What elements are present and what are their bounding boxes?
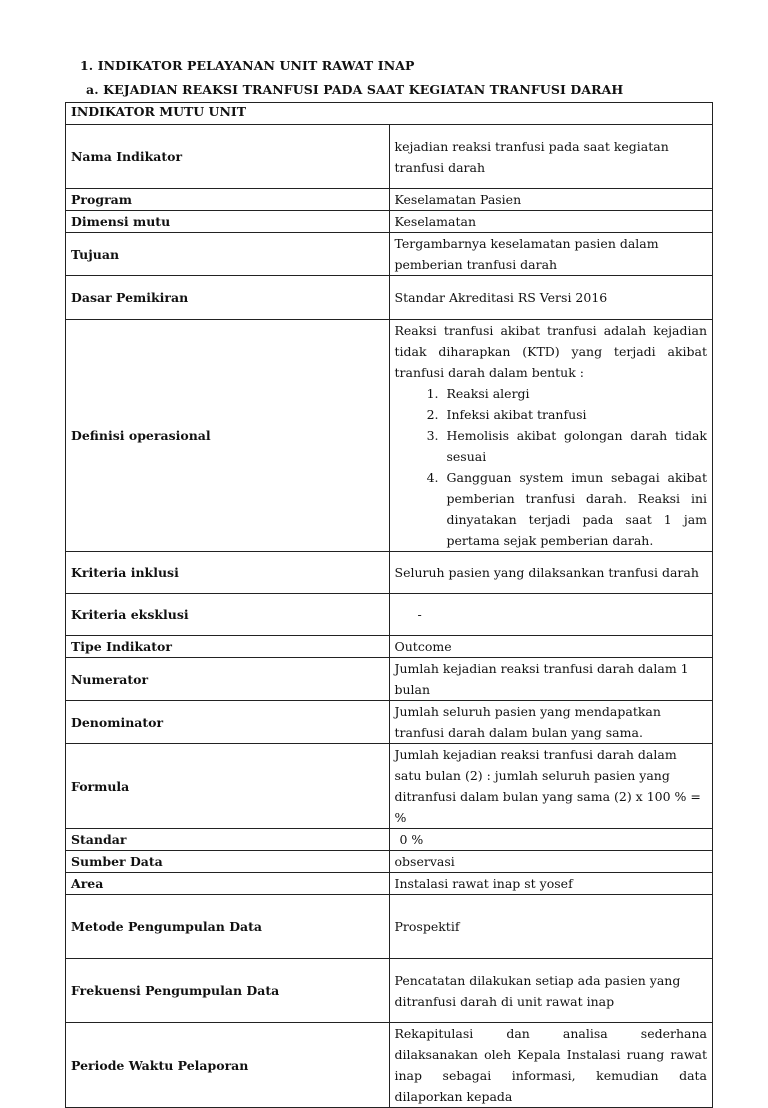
list-item: 3. Hemolisis akibat golongan darah tidak sesuai [443,425,708,467]
table-row [66,211,713,233]
table-row [66,744,713,829]
definition-list [395,383,708,551]
table-row [66,701,713,744]
row-label: Formula [66,744,390,829]
row-label: Program [66,189,390,211]
table-row [66,829,713,851]
row-value: Keselamatan Pasien [389,189,713,211]
row-label: Definisi operasional [66,320,390,552]
row-label: Kriteria inklusi [66,552,390,594]
row-value: Jumlah kejadian reaksi tranfusi darah dalam satu bulan (2) : jumlah seluruh pasien yang ditranfusi dalam bulan yang sama (2) x 100 % = % [389,744,713,829]
row-label: Numerator [66,658,390,701]
row-value: kejadian reaksi tranfusi pada saat kegiatan tranfusi darah [389,125,713,189]
table-row [66,851,713,873]
row-label: Area [66,873,390,895]
subsection-heading: a. KEJADIAN REAKSI TRANFUSI PADA SAAT KEGIATAN TRANFUSI DARAH [86,82,624,97]
table-row [66,658,713,701]
definition-intro: Reaksi tranfusi akibat tranfusi adalah kejadian tidak diharapkan (KTD) yang terjadi akibat tranfusi darah dalam bentuk : [394,323,707,380]
row-value: Standar Akreditasi RS Versi 2016 [389,276,713,320]
table-row [66,594,713,636]
row-value: Seluruh pasien yang dilaksankan tranfusi darah [389,552,713,594]
list-item: 4. Gangguan system imun sebagai akibat pemberian tranfusi darah. Reaksi ini dinyatakan terjadi pada saat 1 jam pertama sejak pemberian darah. [443,467,708,551]
row-label: Dimensi mutu [66,211,390,233]
row-value: Outcome [389,636,713,658]
row-value: observasi [389,851,713,873]
row-value: Tergambarnya keselamatan pasien dalam pemberian tranfusi darah [389,233,713,276]
row-label: Metode Pengumpulan Data [66,895,390,959]
row-label: Tujuan [66,233,390,276]
row-label: Periode Waktu Pelaporan [66,1023,390,1108]
row-label: Sumber Data [66,851,390,873]
table-row [66,276,713,320]
row-value-text: - [417,607,422,622]
table-row [66,873,713,895]
row-label: Kriteria eksklusi [66,594,390,636]
row-value: Prospektif [389,895,713,959]
section-heading: 1. INDIKATOR PELAYANAN UNIT RAWAT INAP [80,58,415,73]
table-row [66,636,713,658]
list-item: 2. Infeksi akibat tranfusi [443,404,708,425]
row-value: Pencatatan dilakukan setiap ada pasien yang ditranfusi darah di unit rawat inap [389,959,713,1023]
definition-cell [389,320,713,552]
indicator-table [65,102,713,1108]
table-row [66,959,713,1023]
table-row [66,1023,713,1108]
row-value: Keselamatan [389,211,713,233]
row-label: Denominator [66,701,390,744]
row-value [389,829,713,851]
row-label: Tipe Indikator [66,636,390,658]
row-value: Jumlah kejadian reaksi tranfusi darah dalam 1 bulan [389,658,713,701]
row-value [389,594,713,636]
table-row [66,895,713,959]
table-row [66,233,713,276]
row-value-text: 0 % [399,832,424,847]
table-row [66,125,713,189]
row-value: Instalasi rawat inap st yosef [389,873,713,895]
row-label: Nama Indikator [66,125,390,189]
row-label: Frekuensi Pengumpulan Data [66,959,390,1023]
row-label: Standar [66,829,390,851]
table-header: INDIKATOR MUTU UNIT [66,103,713,125]
table-row [66,552,713,594]
row-label: Dasar Pemikiran [66,276,390,320]
table-row [66,320,713,552]
row-value: Rekapitulasi dan analisa sederhana dilaksanakan oleh Kepala Instalasi ruang rawat inap sebagai informasi, kemudian data dilaporkan kepada [389,1023,713,1108]
table-row [66,103,713,125]
table-row [66,189,713,211]
row-value: Jumlah seluruh pasien yang mendapatkan tranfusi darah dalam bulan yang sama. [389,701,713,744]
list-item: 1. Reaksi alergi [443,383,708,404]
